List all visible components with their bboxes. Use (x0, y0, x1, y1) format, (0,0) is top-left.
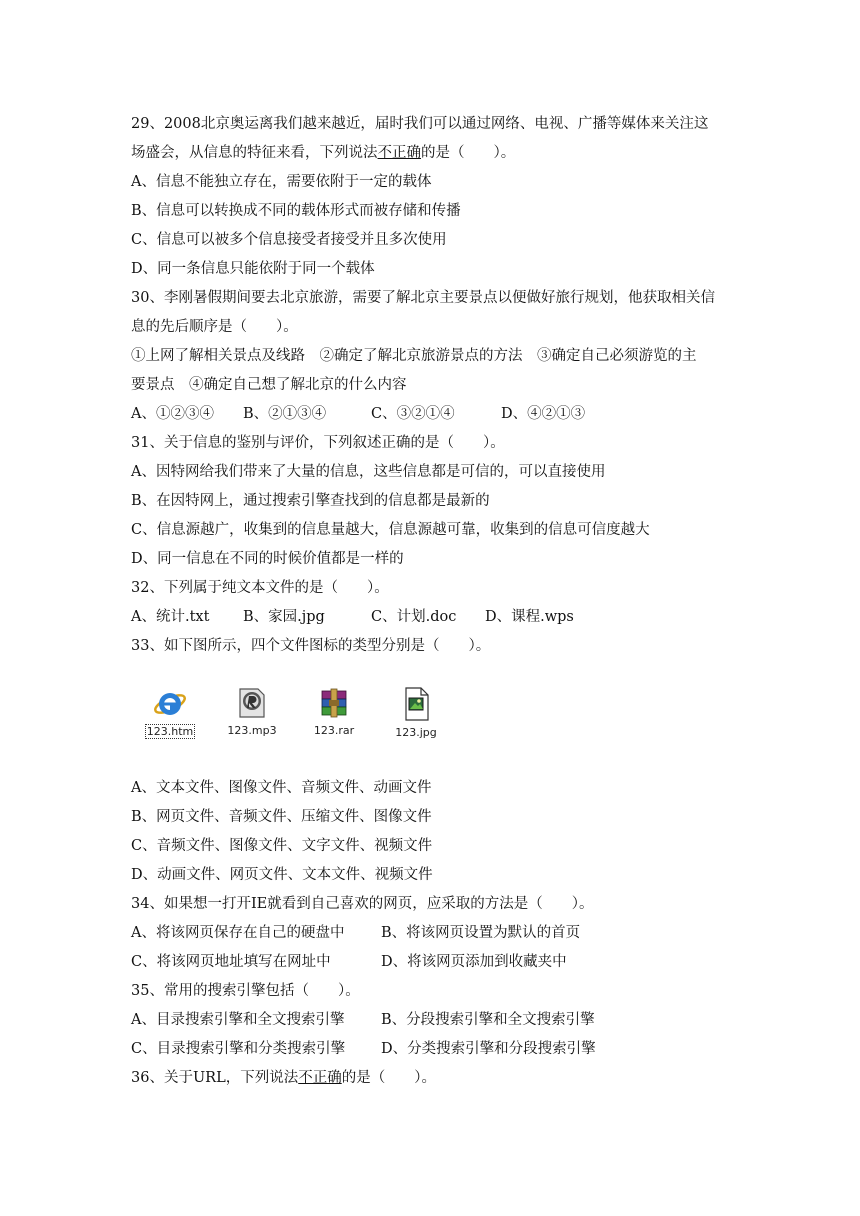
q29-option-b: B、信息可以转换成不同的载体形式而被存储和传播 (131, 203, 461, 219)
q33-option-d: D、动画文件、网页文件、文本文件、视频文件 (131, 867, 433, 883)
q31-option-b: B、在因特网上，通过搜索引擎查找到的信息都是最新的 (131, 493, 490, 509)
q33-option-b: B、网页文件、音频文件、压缩文件、图像文件 (131, 809, 432, 825)
q34-options-row1 (131, 923, 580, 943)
q33-option-a: A、文本文件、图像文件、音频文件、动画文件 (131, 780, 432, 796)
q30-steps-line1: ①上网了解相关景点及线路 ②确定了解北京旅游景点的方法 ③确定自己必须游览的主 (131, 348, 697, 364)
icon-label-htm: 123.htm (146, 725, 194, 738)
icon-label-jpg: 123.jpg (395, 726, 437, 739)
q29-option-d: D、同一条信息只能依附于同一个载体 (131, 261, 375, 277)
q36-underlined-text: 不正确 (298, 1070, 342, 1086)
q35-option-b: B、分段搜索引擎和全文搜索引擎 (381, 1012, 595, 1028)
q34-option-d: D、将该网页添加到收藏夹中 (381, 954, 567, 970)
q34-option-b: B、将该网页设置为默认的首页 (381, 925, 581, 941)
q34-stem: 34、如果想一打开IE就看到自己喜欢的网页，应采取的方法是（ ）。 (131, 896, 594, 912)
q33-stem: 33、如下图所示，四个文件图标的类型分别是（ ）。 (131, 638, 491, 654)
realplayer-icon (234, 686, 270, 720)
q29-option-a: A、信息不能独立存在，需要依附于一定的载体 (131, 174, 432, 190)
q34-option-c: C、将该网页地址填写在网址中 (131, 954, 331, 970)
q29-stem-line1: 29、2008北京奥运离我们越来越近，届时我们可以通过网络、电视、广播等媒体来关注这 (131, 116, 709, 132)
q32-options (131, 607, 574, 627)
q31-option-c: C、信息源越广，收集到的信息量越大，信息源越可靠，收集到的信息可信度越大 (131, 522, 650, 538)
q33-option-c: C、音频文件、图像文件、文字文件、视频文件 (131, 838, 433, 854)
q30-stem-line1: 30、李刚暑假期间要去北京旅游，需要了解北京主要景点以便做好旅行规划，他获取相关信 (131, 290, 715, 306)
q36-stem: 36、关于URL，下列说法不正确的是（ ）。 (131, 1070, 436, 1086)
ie-icon (152, 686, 188, 720)
q35-option-a: A、目录搜索引擎和全文搜索引擎 (131, 1012, 345, 1028)
q32-option-d: D、课程.wps (485, 609, 574, 625)
q30-stem-line2: 息的先后顺序是（ ）。 (131, 319, 298, 335)
q30-option-d: D、④②①③ (501, 406, 586, 422)
jpg-file (384, 686, 448, 748)
q31-option-a: A、因特网给我们带来了大量的信息，这些信息都是可信的，可以直接使用 (131, 464, 606, 480)
q34-option-a: A、将该网页保存在自己的硬盘中 (131, 925, 345, 941)
image-file-icon (398, 686, 434, 722)
q32-option-c: C、计划.doc (371, 609, 457, 625)
q35-option-d: D、分类搜索引擎和分段搜索引擎 (381, 1041, 596, 1057)
q30-option-a: A、①②③④ (131, 406, 214, 422)
q35-options-row1 (131, 1010, 595, 1030)
mp3-file (220, 686, 284, 748)
q30-options (131, 404, 585, 424)
htm-file (138, 686, 202, 748)
q32-option-a: A、统计.txt (131, 609, 210, 625)
q30-option-c: C、③②①④ (371, 406, 455, 422)
q29-underlined-text: 不正确 (377, 145, 421, 161)
winrar-icon (316, 686, 352, 720)
q31-option-d: D、同一信息在不同的时候价值都是一样的 (131, 551, 404, 567)
q35-options-row2 (131, 1039, 596, 1059)
rar-file (302, 686, 366, 748)
icon-label-mp3: 123.mp3 (227, 724, 277, 737)
q31-stem: 31、关于信息的鉴别与评价，下列叙述正确的是（ ）。 (131, 435, 505, 451)
icon-label-rar: 123.rar (313, 724, 355, 737)
q32-option-b: B、家园.jpg (243, 609, 325, 625)
q35-option-c: C、目录搜索引擎和分类搜索引擎 (131, 1041, 346, 1057)
q32-stem: 32、下列属于纯文本文件的是（ ）。 (131, 580, 389, 596)
q34-options-row2 (131, 952, 567, 972)
q29-stem-line2: 场盛会，从信息的特征来看，下列说法不正确的是（ ）。 (131, 145, 516, 161)
q35-stem: 35、常用的搜索引擎包括（ ）。 (131, 983, 360, 999)
q29-option-c: C、信息可以被多个信息接受者接受并且多次使用 (131, 232, 447, 248)
q30-option-b: B、②①③④ (243, 406, 327, 422)
q30-steps-line2: 要景点 ④确定自己想了解北京的什么内容 (131, 377, 407, 393)
file-icons-figure (148, 686, 468, 748)
